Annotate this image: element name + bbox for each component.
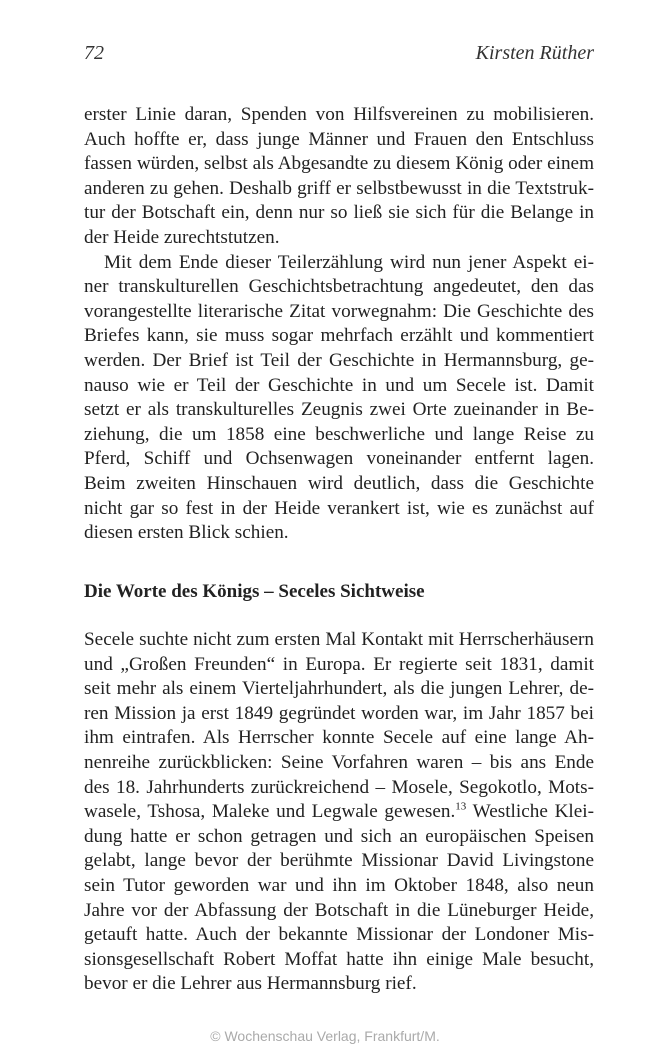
text-line: Briefes kann, sie muss sogar mehrfach erzählt und kommentiert [84, 325, 594, 347]
text-line: erster Linie daran, Spenden von Hilfsvereinen zu mobilisieren. [84, 104, 594, 125]
text-line: ren Mission ja erst 1849 gegründet worden war, im Jahr 1857 bei [84, 702, 594, 724]
text-line: dung hatte er schon getragen und sich an europäischen Speisen [84, 825, 594, 847]
text-line: anderen zu gehen. Deshalb griff er selbstbewusst in die Textstruk- [84, 177, 594, 199]
text-line: getauft hatte. Auch der bekannte Missionar der Londoner Mis- [84, 924, 594, 946]
text-line: ziehung, die um 1858 eine beschwerliche und lange Reise zu [84, 423, 594, 445]
text-line: Jahre vor der Abfassung der Botschaft in die Lüneburger Heide, [84, 899, 594, 921]
text-line: tur der Botschaft ein, denn nur so ließ sie sich für die Belange in [84, 202, 594, 224]
page-number: 72 [84, 42, 104, 64]
text-line: setzt er als transkulturelles Zeugnis zwei Orte zueinander in Be- [84, 399, 594, 421]
paragraph-1 [84, 103, 594, 546]
text-line: seit mehr als einem Vierteljahrhundert, als die jungen Lehrer, de- [84, 678, 594, 700]
running-header [84, 42, 594, 72]
text-line: sein Tutor geworden war und ihn im Oktober 1848, also neun [84, 874, 594, 896]
running-header-author: Kirsten Rüther [475, 42, 594, 64]
text-line: Beim zweiten Hinschauen wird deutlich, dass die Geschichte [84, 472, 594, 494]
text-line-with-footnote [84, 800, 594, 825]
text-line: der Heide zurechtstutzen. [84, 226, 280, 248]
text-line: nauso wie er Teil der Geschichte in und um Secele ist. Damit [84, 374, 594, 396]
text-line: sionsgesellschaft Robert Moffat hatte ihn einige Male besucht, [84, 948, 594, 970]
footnote-reference[interactable]: 13 [455, 800, 467, 813]
text-segment: wasele, Tshosa, Maleke und Legwale gewesen. [84, 801, 456, 823]
text-line: Auch hoffte er, dass junge Männer und Frauen den Entschluss [84, 128, 594, 150]
text-line: nenreihe zurückblicken: Seine Vorfahren waren – bis ans Ende [84, 751, 594, 773]
paragraph-3 [84, 628, 594, 997]
text-line: des 18. Jahrhunderts zurückreichend – Mosele, Segokotlo, Mots- [84, 776, 594, 798]
text-line: nicht gar so fest in der Heide verankert ist, wie es zunächst auf [84, 497, 594, 519]
text-line: gelabt, lange bevor der berühmte Missionar David Livingstone [84, 850, 594, 872]
text-line: und „Großen Freunden“ in Europa. Er regierte seit 1831, damit [84, 653, 594, 675]
text-line: ner transkulturellen Geschichtsbetrachtung angedeutet, den das [84, 276, 594, 298]
text-line: werden. Der Brief ist Teil der Geschichte in Hermannsburg, ge- [84, 349, 594, 371]
text-segment: Westliche Klei- [466, 801, 594, 823]
copyright-footer: © Wochenschau Verlag, Frankfurt/M. [210, 1028, 440, 1044]
section-heading: Die Worte des Königs – Seceles Sichtweise [84, 581, 425, 602]
text-line: Mit dem Ende dieser Teilerzählung wird nun jener Aspekt ei- [104, 251, 594, 273]
text-line: diesen ersten Blick schien. [84, 522, 289, 544]
text-line: Secele suchte nicht zum ersten Mal Kontakt mit Herrscherhäusern [84, 629, 594, 650]
text-line: ihm eintrafen. Als Herrscher konnte Secele auf eine lange Ah- [84, 727, 594, 749]
text-line: fassen würden, selbst als Abgesandte zu diesem König oder einem [84, 153, 594, 175]
text-line: Pferd, Schiff und Ochsenwagen voneinander entfernt lagen. [84, 448, 594, 470]
text-line: bevor er die Lehrer aus Hermannsburg rief. [84, 973, 417, 995]
text-line: vorangestellte literarische Zitat vorwegnahm: Die Geschichte des [84, 300, 594, 322]
